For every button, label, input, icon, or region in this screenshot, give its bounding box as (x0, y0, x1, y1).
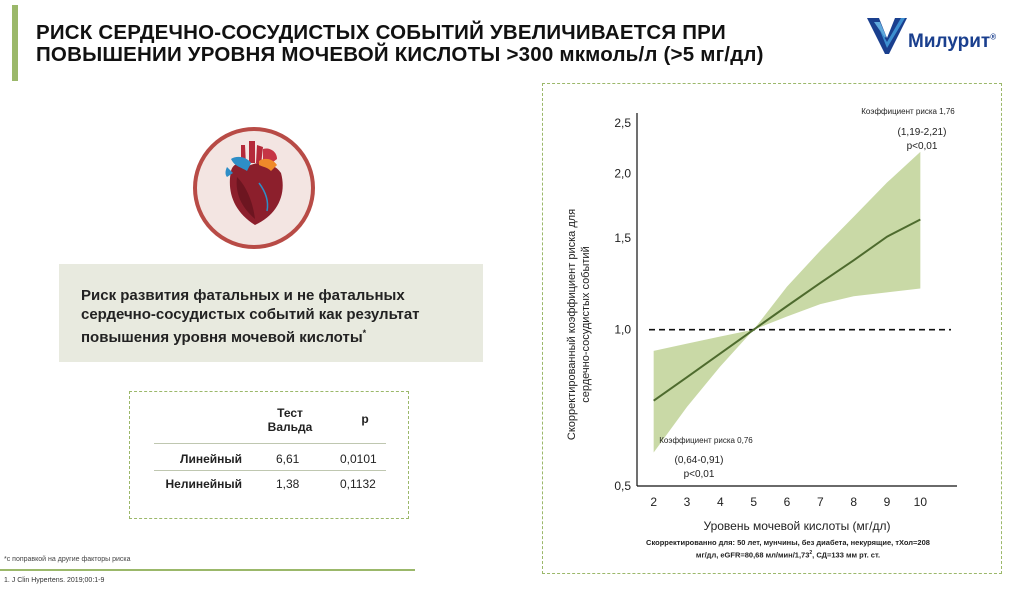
column-header-p: p (361, 412, 369, 426)
table-divider (154, 470, 386, 471)
x-tick-label: 10 (913, 495, 928, 509)
p-value: 0,1132 (340, 477, 376, 491)
x-tick-label: 4 (716, 495, 724, 509)
y-tick-label: 2,5 (614, 116, 631, 130)
confidence-band (654, 152, 921, 453)
title-line-1: РИСК СЕРДЕЧНО-СОСУДИСТЫХ СОБЫТИЙ УВЕЛИЧИВАЕТСЯ ПРИ (36, 21, 726, 44)
heart-icon (197, 131, 311, 245)
x-tick-label: 9 (883, 495, 891, 509)
x-tick-label: 5 (750, 495, 758, 509)
title-accent-bar (12, 5, 18, 81)
chart-note-line-1: Скорректированно для: 50 лет, мунчины, без диабета, некурящие, тХол=208 (646, 538, 930, 547)
column-header-wald: Тест Вальда (267, 406, 313, 434)
y-tick-label: 1,0 (614, 322, 631, 337)
annotation-upper-ci: (1,19-2,21) (897, 127, 947, 138)
page-title (36, 22, 836, 66)
risk-chart (542, 83, 1002, 574)
footnote-marker: * (362, 328, 367, 338)
y-axis-title-line-2: сердечно-сосудистых событий (580, 246, 592, 403)
stats-table (129, 391, 409, 519)
annotation-upper-p: p<0,01 (906, 141, 938, 152)
wald-value: 6,61 (276, 452, 300, 466)
table-divider (154, 443, 386, 444)
annotation-lower-ci: (0,64-0,91) (674, 455, 724, 466)
title-line-2: ПОВЫШЕНИИ УРОВНЯ МОЧЕВОЙ КИСЛОТЫ >300 мкмоль/л (>5 мг/дл) (36, 43, 764, 66)
x-tick-label: 2 (650, 495, 658, 509)
x-tick-label: 6 (783, 495, 791, 509)
y-tick-label: 2,0 (614, 166, 631, 181)
heart-illustration (193, 127, 315, 249)
logo-registered-mark: ® (990, 32, 997, 42)
bottom-divider (0, 569, 415, 571)
reference-citation: 1. J Clin Hypertens. 2019;00:1-9 (4, 577, 105, 584)
annotation-upper-title: Коэффициент риска 1,76 (861, 107, 955, 116)
annotation-lower-title: Коэффициент риска 0,76 (659, 436, 753, 445)
wald-value: 1,38 (276, 477, 300, 491)
logo-checkmark-icon (865, 12, 909, 56)
chart-note-superscript: 2 (809, 550, 813, 556)
x-tick-label: 8 (850, 495, 858, 509)
p-value: 0,0101 (340, 452, 377, 466)
y-axis-title-line-1: Скорректированный коэффициент риска для (566, 208, 578, 441)
row-label: Линейный (180, 452, 242, 466)
y-tick-label: 1,5 (614, 231, 631, 246)
risk-description-box (59, 264, 483, 362)
x-tick-label: 3 (683, 495, 691, 509)
chart-adjustment-note (628, 538, 948, 561)
brand-logo (865, 12, 1015, 62)
chart-note-line-2: мг/дл, eGFR=80,68 мл/мин/1,73 (695, 550, 810, 560)
x-axis-title: Уровень мочевой кислоты (мг/дл) (703, 519, 891, 533)
annotation-lower-p: p<0,01 (683, 469, 715, 480)
risk-description-text: Риск развития фатальных и не фатальных сердечно-сосудистых событий как результат повышения уровня мочевой кислоты (81, 287, 420, 346)
chart-note-line-2-end: , СД=133 мм рт. ст. (812, 550, 881, 560)
footnote: *с поправкой на другие факторы риска (4, 556, 131, 563)
y-tick-label: 0,5 (614, 479, 631, 493)
y-axis-title (566, 209, 592, 440)
row-label: Нелинейный (165, 477, 242, 491)
logo-text: Милурит (908, 31, 991, 52)
x-tick-label: 7 (816, 495, 824, 509)
